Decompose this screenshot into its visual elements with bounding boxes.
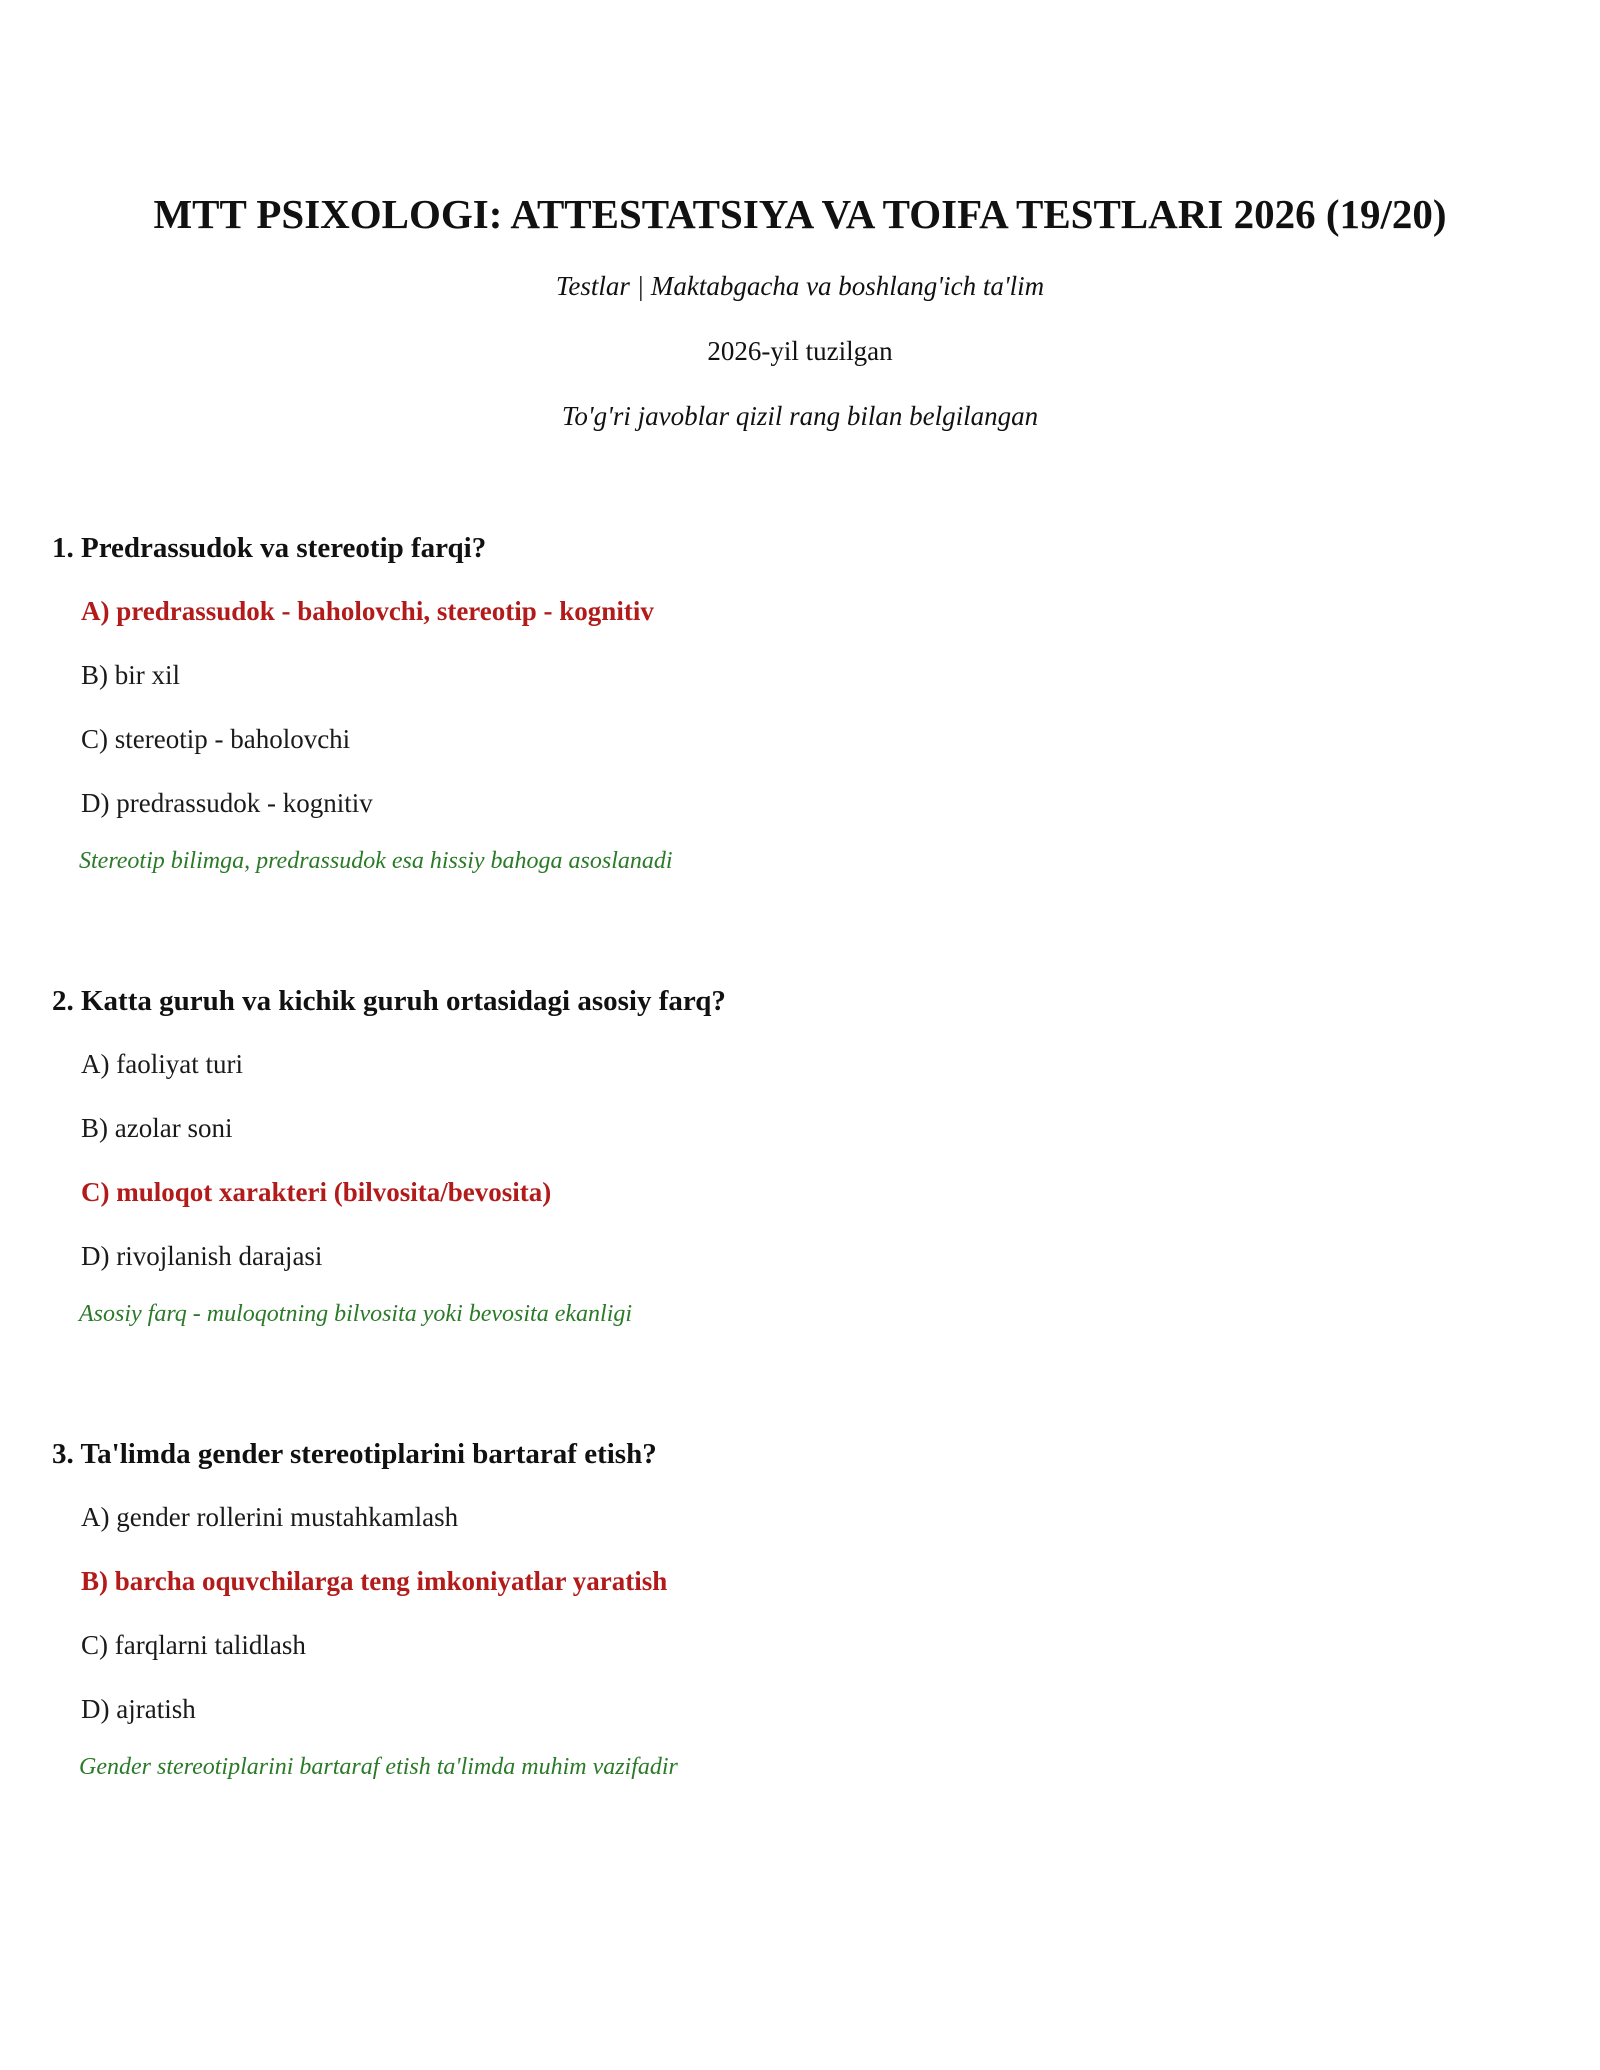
- option-c: C) farqlarni talidlash: [81, 1630, 306, 1660]
- option-b: B) bir xil: [81, 660, 180, 690]
- document-note: To'g'ri javoblar qizil rang bilan belgilangan: [561, 401, 1039, 431]
- document-subtitle: Testlar | Maktabgacha va boshlang'ich ta'lim: [555, 271, 1045, 301]
- question-block-1: [52, 530, 1552, 877]
- option-c: C) stereotip - baholovchi: [81, 724, 351, 754]
- answer-explanation: Gender stereotiplarini bartaraf etish ta'limda muhim vazifadir: [79, 1754, 678, 1780]
- document-title: MTT PSIXOLOGI: ATTESTATSIYA VA TOIFA TESTLARI 2026 (19/20): [153, 191, 1447, 237]
- question-text: 1. Predrassudok va stereotip farqi?: [52, 532, 487, 564]
- option-c-correct: C) muloqot xarakteri (bilvosita/bevosita): [81, 1177, 552, 1207]
- question-text: 2. Katta guruh va kichik guruh ortasidagi asosiy farq?: [52, 985, 726, 1017]
- option-d: D) ajratish: [81, 1694, 196, 1724]
- option-d: D) predrassudok - kognitiv: [81, 788, 373, 818]
- option-d: D) rivojlanish darajasi: [81, 1241, 323, 1271]
- option-b: B) azolar soni: [81, 1113, 233, 1143]
- question-block-2: [52, 983, 1552, 1330]
- option-b-correct: B) barcha oquvchilarga teng imkoniyatlar yaratish: [81, 1566, 668, 1596]
- option-a: A) faoliyat turi: [81, 1049, 243, 1079]
- question-text: 3. Ta'limda gender stereotiplarini bartaraf etish?: [52, 1438, 657, 1470]
- question-block-3: [52, 1436, 1552, 1783]
- document-year: 2026-yil tuzilgan: [707, 336, 893, 366]
- answer-explanation: Stereotip bilimga, predrassudok esa hissiy bahoga asoslanadi: [79, 848, 673, 874]
- option-a-correct: A) predrassudok - baholovchi, stereotip - kognitiv: [81, 596, 654, 626]
- answer-explanation: Asosiy farq - muloqotning bilvosita yoki bevosita ekanligi: [79, 1301, 633, 1327]
- option-a: A) gender rollerini mustahkamlash: [81, 1502, 459, 1532]
